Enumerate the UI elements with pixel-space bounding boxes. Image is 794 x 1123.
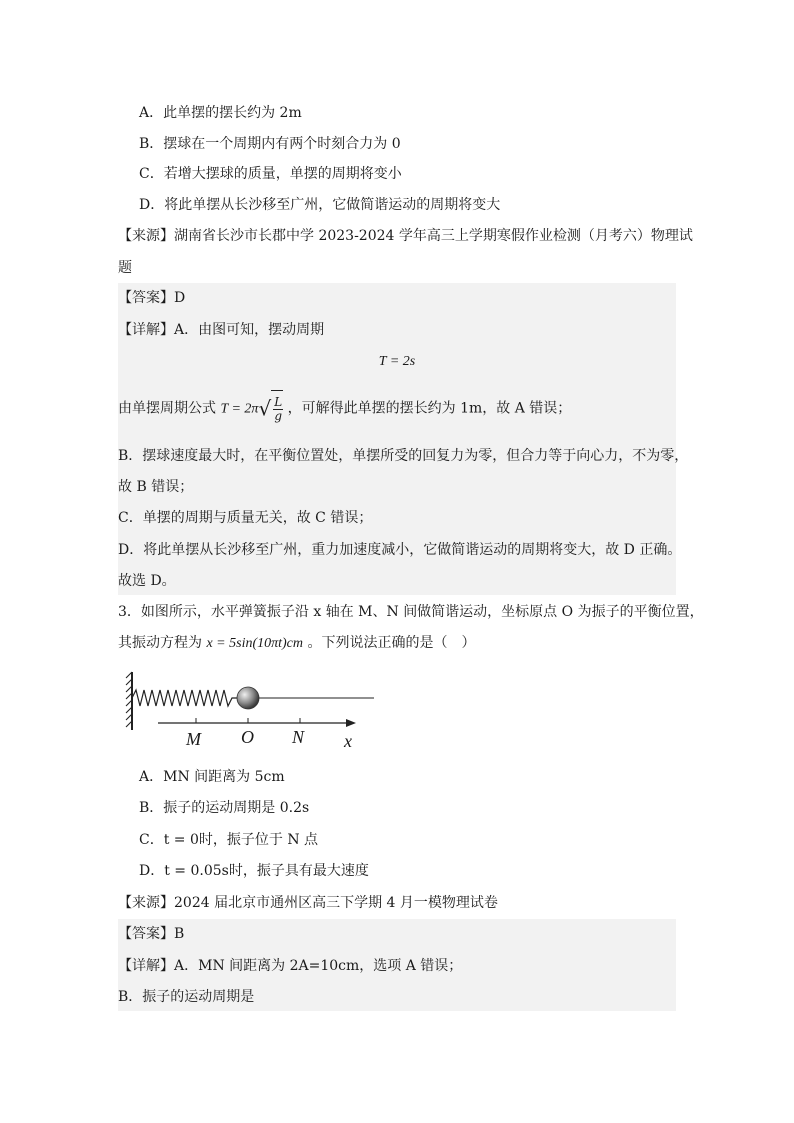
- q2-detail-b-line-1: B．摆球速度最大时，在平衡位置处，单摆所受的回复力为零，但合力等于向心力，不为零，: [118, 448, 689, 464]
- x-axis-arrow: [346, 719, 356, 727]
- q3-stem-prefix: 其振动方程为: [118, 635, 202, 651]
- q3-option-d: D．t = 0.05s时，振子具有最大速度: [139, 863, 369, 879]
- q2-source-line-1: 【来源】湖南省长沙市长郡中学 2023-2024 学年高三上学期寒假作业检测（月考六）物理试: [118, 228, 693, 244]
- q2-source-line-2: 题: [118, 260, 132, 276]
- q2-formula-line: 由单摆周期公式 T = 2π√ $\frac{L}{g}$ ，可解得此单摆的摆长约为 1m，故 A 错误；: [118, 390, 571, 428]
- q2-detail-d: D．将此单摆从长沙移至广州，重力加速度减小，它做简谐运动的周期将变大，故 D 正确。: [118, 542, 682, 558]
- q2-option-c: C．若增大摆球的质量，单摆的周期将变小: [139, 166, 402, 182]
- q3-option-a: A．MN 间距离为 5cm: [139, 769, 285, 785]
- spring: [132, 690, 238, 706]
- q2-option-a: A．此单摆的摆长约为 2m: [139, 105, 302, 121]
- oscillator-ball: [237, 687, 259, 709]
- q3-detail-a: 【详解】A．MN 间距离为 2A=10cm，选项 A 错误；: [118, 958, 463, 974]
- label-m: M: [186, 729, 201, 749]
- q3-detail-b: B．振子的运动周期是: [118, 989, 255, 1005]
- label-n: N: [292, 727, 305, 747]
- q3-stem-equation: x = 5sin(10πt)cm: [206, 636, 304, 651]
- q2-formula-l: L: [274, 394, 283, 409]
- q2-option-d: D．将此单摆从长沙移至广州，它做简谐运动的周期将变大: [139, 197, 501, 213]
- q3-source: 【来源】2024 届北京市通州区高三下学期 4 月一模物理试卷: [118, 895, 498, 911]
- q3-answer: 【答案】B: [118, 926, 185, 942]
- q3-option-b: B．振子的运动周期是 0.2s: [139, 800, 310, 816]
- q2-formula-prefix: 由单摆周期公式: [118, 400, 216, 417]
- q2-detail-b-line-2: 故 B 错误；: [118, 479, 194, 495]
- q3-option-c: C．t = 0时，振子位于 N 点: [139, 832, 319, 848]
- q2-option-b: B．摆球在一个周期内有两个时刻合力为 0: [139, 136, 401, 152]
- q2-answer: 【答案】D: [118, 290, 186, 306]
- q2-formula-suffix: ，可解得此单摆的摆长约为 1m，故 A 错误；: [287, 400, 572, 417]
- label-o: O: [241, 727, 254, 747]
- q2-formula-root: [271, 390, 283, 427]
- q3-stem-line-2: [118, 633, 475, 654]
- q2-detail-intro: 【详解】A．由图可知，摆动周期: [118, 322, 325, 338]
- q2-detail-c: C．单摆的周期与质量无关，故 C 错误；: [118, 510, 373, 526]
- label-x: x: [344, 731, 352, 751]
- q3-stem-suffix: 。下列说法正确的是（ ）: [307, 635, 476, 651]
- q2-period-equation: T = 2s: [378, 354, 416, 369]
- q3-stem-line-1: 3．如图所示，水平弹簧振子沿 x 轴在 M、N 间做简谐运动，坐标原点 O 为振子的平衡位置，: [118, 604, 704, 620]
- q2-formula-g: g: [274, 408, 283, 423]
- q2-formula-t: T = 2π: [220, 401, 259, 417]
- q2-conclusion: 故选 D。: [118, 573, 176, 589]
- spring-oscillator-figure: [124, 668, 374, 758]
